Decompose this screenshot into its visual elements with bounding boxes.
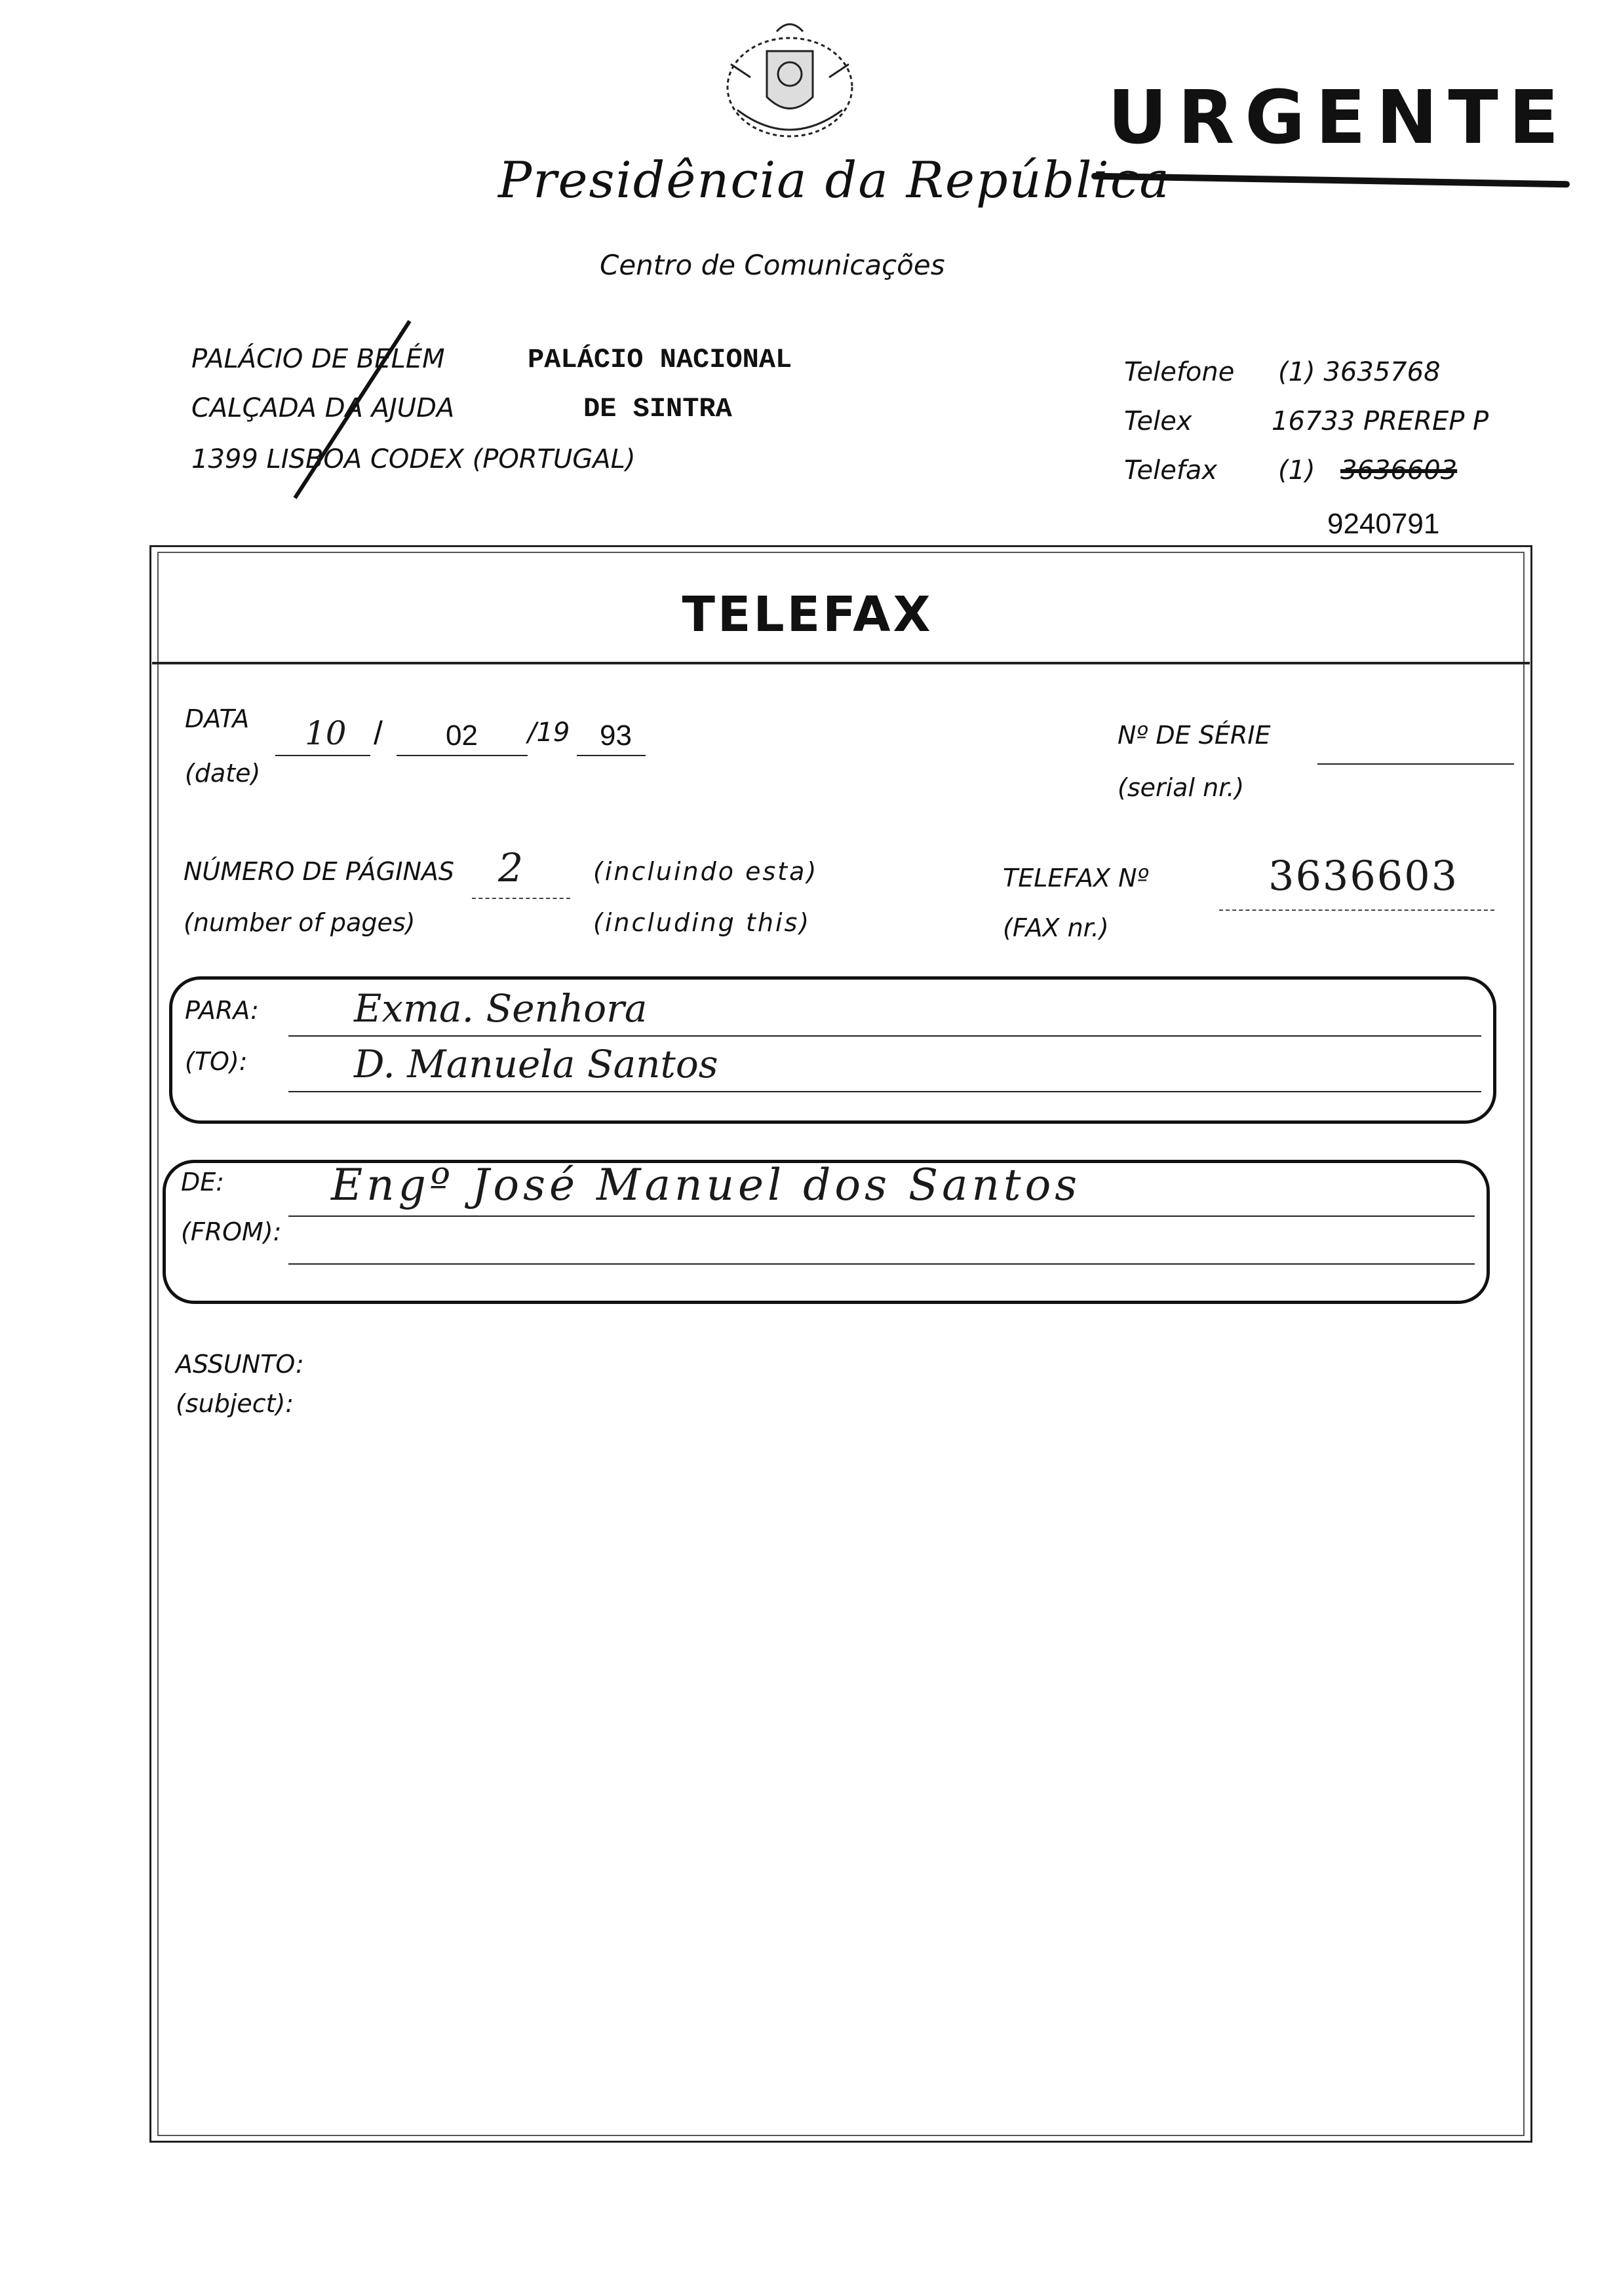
telefone-label: Telefone	[1124, 357, 1235, 387]
palace-line-2: DE SINTRA	[583, 393, 732, 425]
to-line-1: Exma. Senhora	[354, 986, 648, 1031]
from-label: DE:	[181, 1168, 225, 1196]
telefax-label: Telefax	[1124, 455, 1218, 486]
coat-of-arms-icon	[711, 12, 868, 149]
date-sublabel: (date)	[185, 759, 261, 788]
address-line-3: 1399 LISBOA CODEX (PORTUGAL)	[191, 444, 636, 474]
telefax-new-number: 9240791	[1327, 508, 1440, 540]
subject-sublabel: (subject):	[176, 1389, 294, 1418]
pages-value: 2	[498, 845, 524, 891]
pages-including-sublabel: (including this)	[593, 908, 811, 937]
telex-label: Telex	[1124, 406, 1192, 436]
date-year-line	[577, 755, 646, 756]
to-line-2: D. Manuela Santos	[354, 1042, 718, 1086]
handwritten-strike-mark	[282, 315, 426, 505]
institution-name: Presidência da República	[498, 151, 1171, 209]
pages-including-label: (incluindo esta)	[593, 857, 819, 886]
date-year-prefix: /19	[528, 718, 570, 748]
pages-label: NÚMERO DE PÁGINAS	[184, 857, 454, 886]
date-label: DATA	[185, 704, 250, 733]
telefax-prefix: (1)	[1278, 455, 1315, 486]
to-rule-1	[288, 1035, 1481, 1037]
serial-sublabel: (serial nr.)	[1118, 773, 1245, 802]
fax-number-value: 3636603	[1268, 852, 1459, 900]
urgent-stamp: URGENTE	[1108, 75, 1570, 161]
palace-line-1: PALÁCIO NACIONAL	[528, 344, 792, 375]
telex-value: 16733 PREREP P	[1272, 406, 1489, 436]
address-line-2: CALÇADA DA AJUDA	[191, 393, 455, 423]
date-month-line	[397, 755, 528, 756]
telefax-old-number: 3636603	[1340, 455, 1458, 486]
fax-number-label: TELEFAX Nº	[1003, 864, 1149, 892]
fax-number-sublabel: (FAX nr.)	[1003, 913, 1109, 942]
to-sublabel: (TO):	[185, 1047, 248, 1076]
from-rule-2	[288, 1263, 1475, 1265]
address-line-1: PALÁCIO DE BELÉM	[191, 344, 445, 374]
department-name: Centro de Comunicações	[600, 249, 945, 281]
pages-sublabel: (number of pages)	[184, 908, 416, 937]
to-label: PARA:	[185, 996, 259, 1025]
title-divider	[152, 662, 1530, 664]
telefone-value: (1) 3635768	[1278, 357, 1441, 387]
fax-number-line	[1219, 909, 1494, 911]
to-rule-2	[288, 1091, 1481, 1092]
date-separator: /	[374, 715, 383, 752]
from-line-1: Engº José Manuel dos Santos	[331, 1160, 1081, 1210]
subject-label: ASSUNTO:	[176, 1350, 304, 1379]
form-title: TELEFAX	[682, 586, 933, 643]
from-rule-1	[288, 1215, 1475, 1217]
from-sublabel: (FROM):	[181, 1217, 282, 1246]
serial-line	[1317, 763, 1514, 765]
form-frame-inner	[157, 552, 1525, 2136]
date-day-line	[275, 755, 370, 756]
date-year: 93	[600, 719, 632, 752]
date-month: 02	[446, 719, 478, 752]
serial-label: Nº DE SÉRIE	[1118, 721, 1271, 750]
date-day: 10	[305, 714, 347, 752]
pages-line	[472, 898, 570, 899]
